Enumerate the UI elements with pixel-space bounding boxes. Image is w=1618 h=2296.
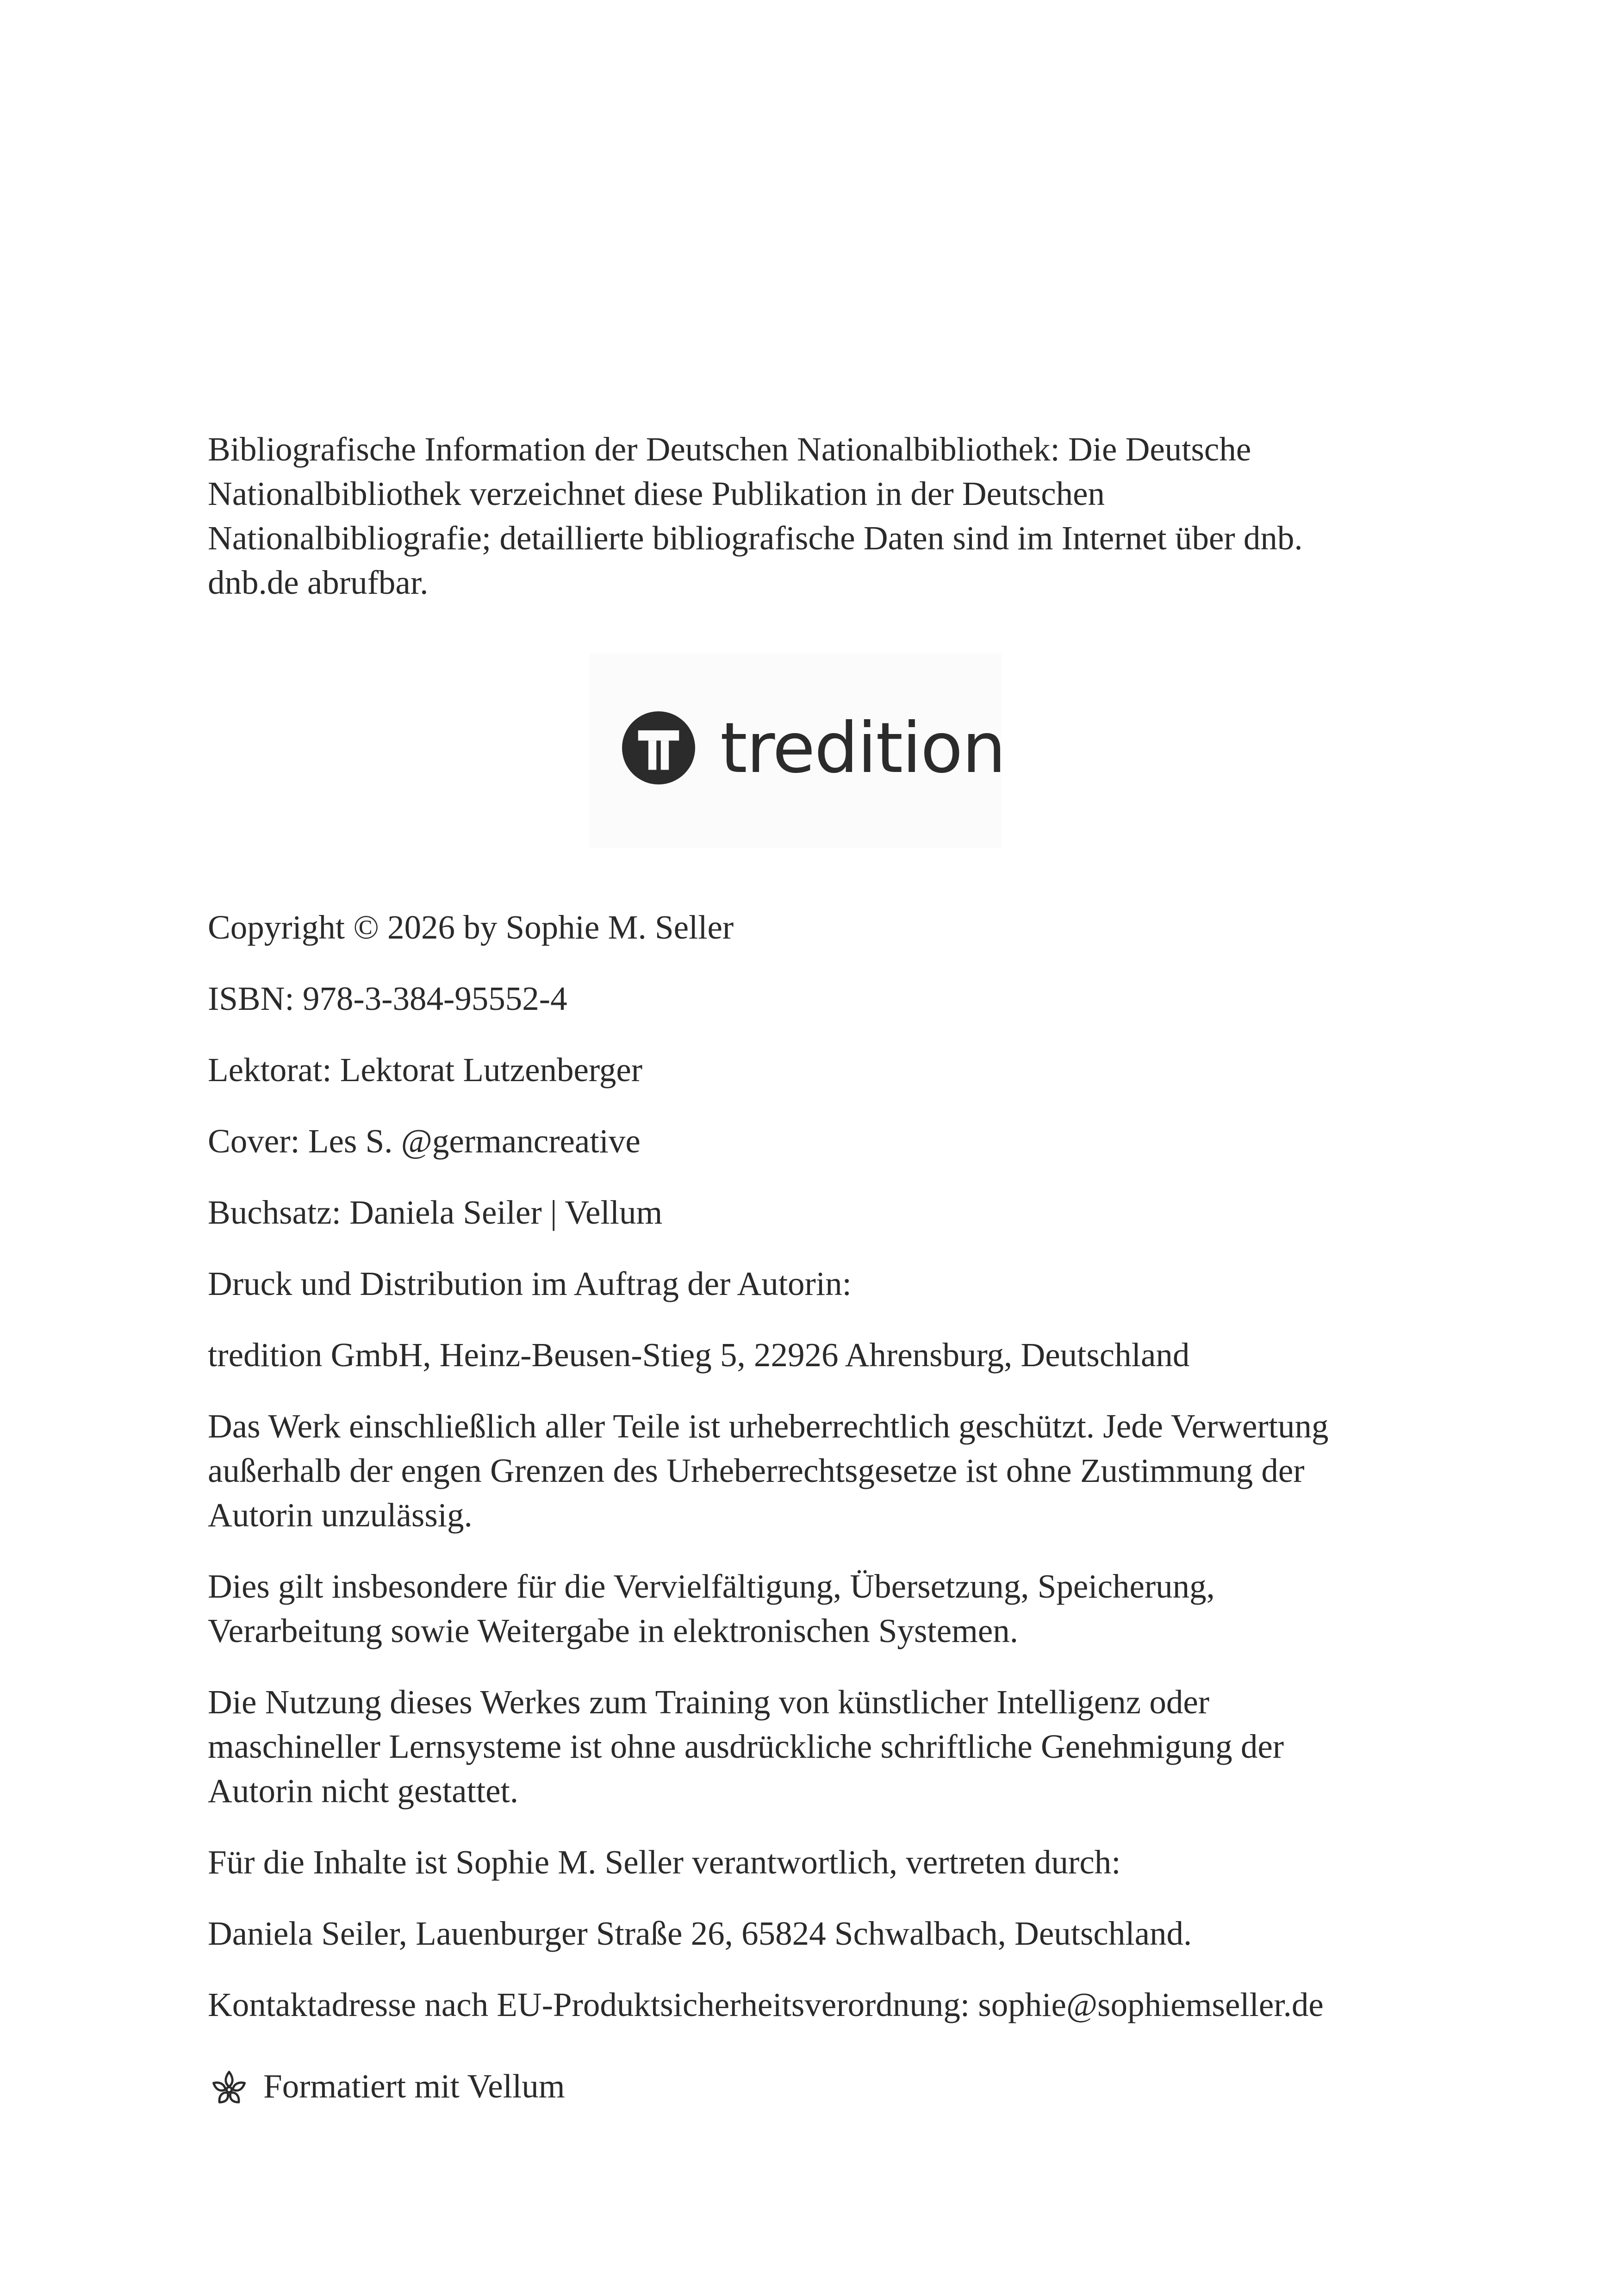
isbn-line: ISBN: 978-3-384-95552-4 (208, 980, 567, 1017)
ai-notice-line: maschineller Lernsysteme ist ohne ausdrückliche schriftliche Genehmigung der (208, 1728, 1284, 1765)
tredition-wordmark: tredition (720, 708, 1005, 789)
representative-address: Daniela Seiler, Lauenburger Straße 26, 65824 Schwalbach, Deutschland. (208, 1915, 1192, 1952)
dnb-notice-line: Nationalbibliothek verzeichnet diese Publikation in der Deutschen (208, 475, 1105, 512)
vellum-flower-icon (211, 2070, 248, 2107)
duplication-notice (208, 1564, 1411, 1653)
ai-training-notice (208, 1680, 1411, 1813)
rights-notice-line: Das Werk einschließlich aller Teile ist urheberrechtlich geschützt. Jede Verwertung (208, 1407, 1329, 1445)
rights-notice-line: Autorin unzulässig. (208, 1496, 473, 1534)
duplication-notice-line: Dies gilt insbesondere für die Vervielfältigung, Übersetzung, Speicherung, (208, 1568, 1215, 1605)
buchsatz-line: Buchsatz: Daniela Seiler | Vellum (208, 1194, 663, 1231)
cover-credit-line: Cover: Les S. @germancreative (208, 1122, 641, 1160)
dnb-notice (208, 427, 1411, 605)
publisher-address: tredition GmbH, Heinz-Beusen-Stieg 5, 22926 Ahrensburg, Deutschland (208, 1336, 1190, 1374)
contact-line: Kontaktadresse nach EU-Produktsicherheitsverordnung: sophie@sophiemseller.de (208, 1986, 1324, 2023)
copyright-line: Copyright © 2026 by Sophie M. Seller (208, 908, 734, 946)
lektorat-line: Lektorat: Lektorat Lutzenberger (208, 1051, 643, 1089)
duplication-notice-line: Verarbeitung sowie Weitergabe in elektronischen Systemen. (208, 1612, 1019, 1649)
druck-line: Druck und Distribution im Auftrag der Autorin: (208, 1265, 852, 1302)
dnb-notice-line: Bibliografische Information der Deutschen Nationalbibliothek: Die Deutsche (208, 430, 1251, 468)
ai-notice-line: Die Nutzung dieses Werkes zum Training von künstlicher Intelligenz oder (208, 1683, 1210, 1721)
tredition-logo-icon (622, 711, 695, 784)
tredition-logo (590, 653, 1005, 848)
dnb-notice-line: dnb.de abrufbar. (208, 564, 429, 601)
vellum-credit-label: Formatiert mit Vellum (263, 2067, 565, 2105)
rights-notice (208, 1404, 1411, 1537)
responsibility-line: Für die Inhalte ist Sophie M. Seller verantwortlich, vertreten durch: (208, 1843, 1121, 1881)
vellum-credit (208, 2064, 856, 2109)
dnb-notice-line: Nationalbibliografie; detaillierte bibliografische Daten sind im Internet über dnb. (208, 519, 1303, 557)
rights-notice-line: außerhalb der engen Grenzen des Urheberrechtsgesetze ist ohne Zustimmung der (208, 1452, 1305, 1489)
ai-notice-line: Autorin nicht gestattet. (208, 1772, 519, 1810)
